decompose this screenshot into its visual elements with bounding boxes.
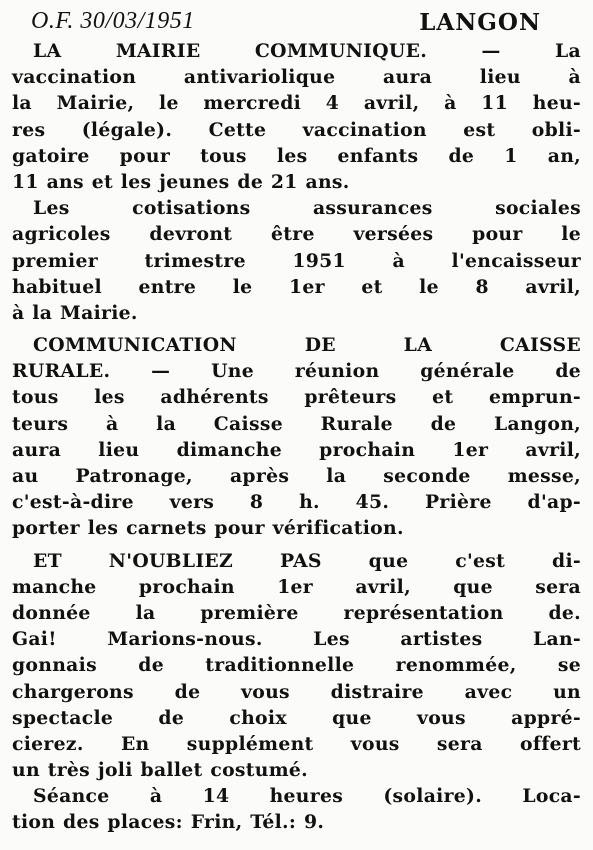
text-line: au Patronage, après la seconde messe, [12, 465, 581, 487]
text-line: vaccination antivariolique aura lieu à [12, 66, 581, 89]
text-line: porter les carnets pour vérification. [12, 517, 404, 540]
text-line: Les cotisations assurances sociales [33, 197, 581, 220]
text-line: teurs à la Caisse Rurale de Langon, [12, 412, 581, 435]
source-date: O.F. 30/03/1951 [31, 8, 195, 34]
text-line: un très joli ballet costumé. [12, 759, 308, 782]
clipping-header [0, 6, 593, 40]
text-line: habituel entre le 1er et le 8 avril, [12, 275, 581, 298]
text-line: à la Mairie. [12, 301, 138, 324]
text-line: gatoire pour tous les enfants de 1 an, [12, 144, 581, 167]
text-line: Gai! Marions-nous. Les artistes Lan- [12, 628, 581, 651]
text-line: agricoles devront être versées pour le [12, 223, 581, 246]
article-body [12, 38, 581, 836]
text-line: res (légale). Cette vaccination est obli- [12, 118, 581, 141]
text-line: Séance à 14 heures (solaire). Loca- [33, 785, 581, 808]
text-line: LA MAIRIE COMMUNIQUE. — La [33, 40, 581, 62]
text-line: RURALE. — Une réunion générale de [12, 360, 581, 383]
text-line: manche prochain 1er avril, que sera [12, 575, 581, 598]
text-line: cierez. En supplément vous sera offert [12, 732, 581, 755]
paragraph-caisse-rurale [12, 332, 581, 542]
text-line: 11 ans et les jeunes de 21 ans. [12, 170, 350, 193]
text-line: ET N'OUBLIEZ PAS que c'est di- [33, 549, 581, 572]
paragraph-cotisations [12, 195, 581, 326]
text-line: COMMUNICATION DE LA CAISSE [33, 334, 581, 357]
text-line: gonnais de traditionnelle renommée, se [12, 654, 581, 677]
town-heading: LANGON [419, 9, 541, 36]
text-line: c'est-à-dire vers 8 h. 45. Prière d'ap- [12, 491, 581, 514]
paragraph-mairie [12, 38, 581, 195]
text-line: donnée la première représentation de. [12, 601, 581, 624]
text-line: premier trimestre 1951 à l'encaisseur [12, 249, 581, 272]
text-line: tous les adhérents prêteurs et emprun- [12, 386, 581, 409]
text-line: chargerons de vous distraire avec un [12, 680, 581, 703]
text-line: la Mairie, le mercredi 4 avril, à 11 heu- [12, 92, 581, 115]
paragraph-representation [12, 548, 581, 784]
text-line: tion des places: Frin, Tél.: 9. [12, 811, 325, 834]
text-line: aura lieu dimanche prochain 1er avril, [12, 438, 581, 461]
text-line: spectacle de choix que vous appré- [12, 706, 581, 729]
paragraph-seance [12, 783, 581, 835]
